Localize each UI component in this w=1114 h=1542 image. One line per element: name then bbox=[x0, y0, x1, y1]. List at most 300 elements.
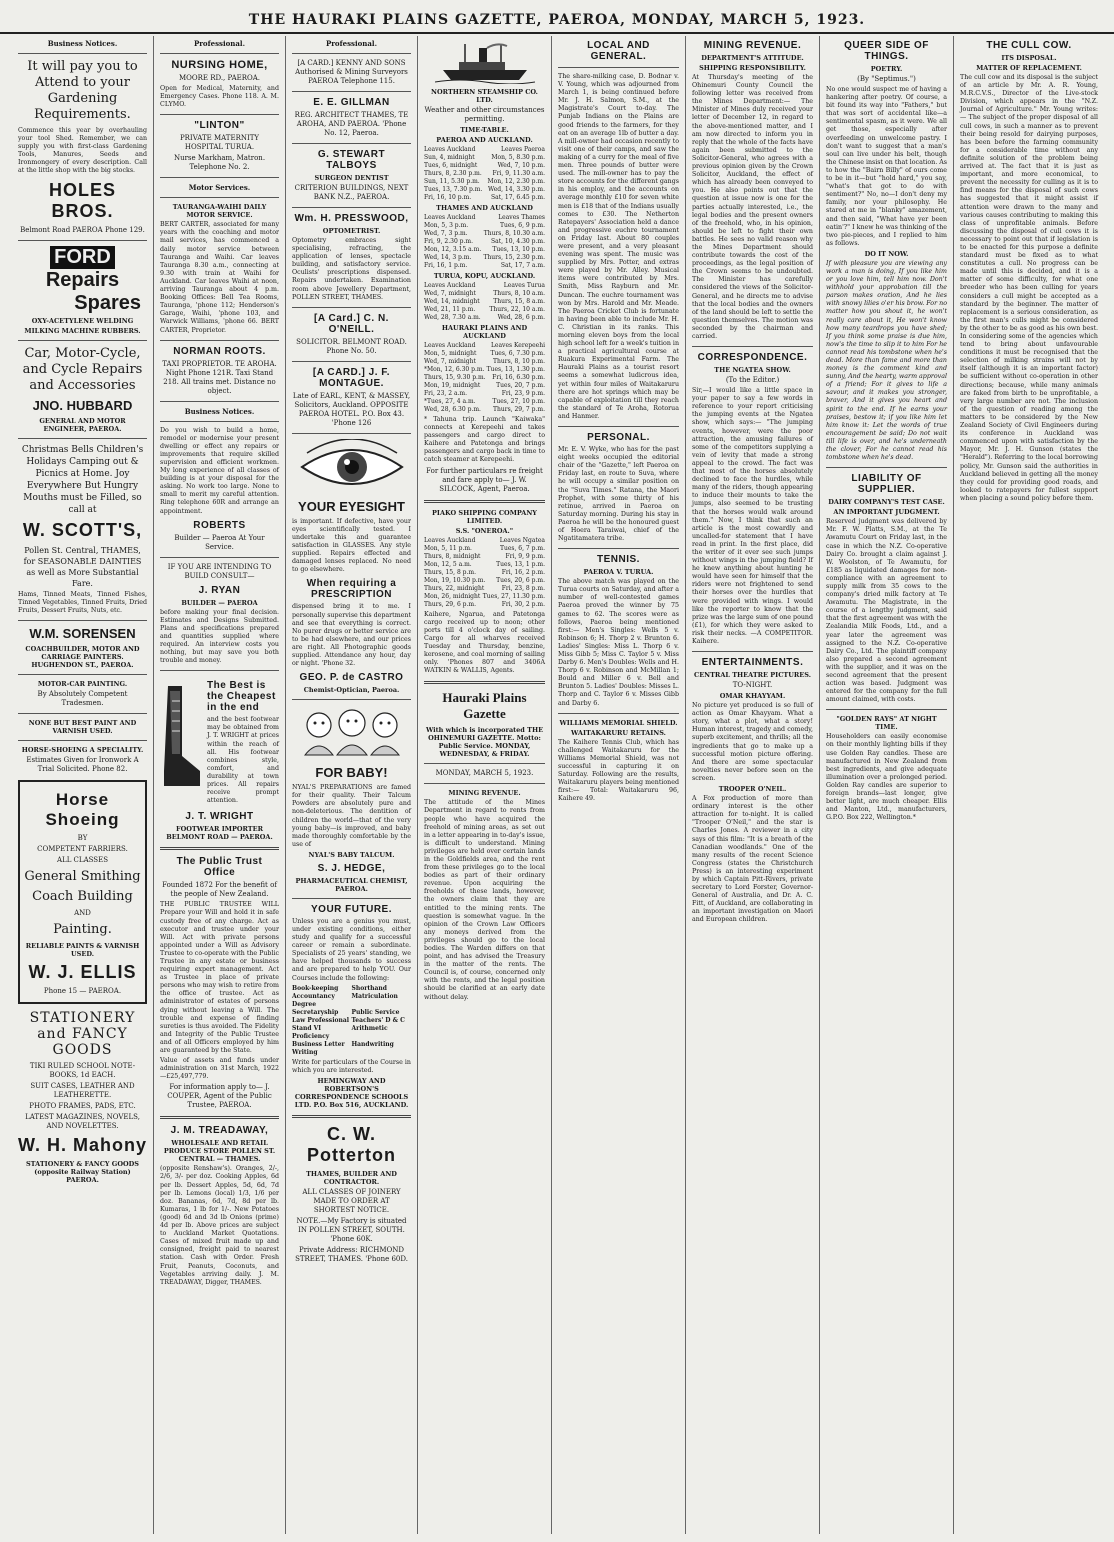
ford-repairs: Repairs bbox=[45, 268, 120, 291]
timetable-cell: Fri, 16, 6.30 p.m. bbox=[492, 374, 545, 381]
timetable-cell: Mon, 19, 10.30 p.m. bbox=[424, 576, 486, 584]
timetable-cell: Sat, 17, 6.45 p.m. bbox=[491, 194, 545, 201]
poem-text: If with pleasure you are viewing any work a man is doing, If you like him or you love him, tell him now. Don't withhold your approbation till the parson makes oration, And he lies with snowy lilies o'er his brow. For no matter how you shout it, he won't really care about it, He won't know how many teardrops you have shed; If you think some praise is due him, now's the time to slip it to him For he cannot read his tombstone when he's dead. More than fame and more than money is the comment kind and sunny, And the hearty, warm approval of a friend; For it gives to life a savour, and it makes you stronger, braver, And it gives you heart and spirit to the end. If he earns your praises, bestow it; if you like him let him know it: Let the words of true encouragement be said; Do not wait till life is over, and he's underneath the clover, For he cannot read his tombstone when he's dead. bbox=[826, 259, 947, 462]
potterton-name: C. W. Potterton bbox=[307, 1123, 396, 1165]
important-judgment: AN IMPORTANT JUDGMENT. bbox=[833, 508, 940, 517]
ngatea-text: Sir,—I would like a little space in your paper to say a few words in reference to your report criticising the jumping events at the Ngatea show, which says:— "The jumping events, however, were the poor attraction, the amusing failures of some of the competitors supplying a vein of levity that made a strong appeal to the crowd. The fact was that most of the horses absolutely declined to face the hurdles, while many of the riders, though appearing to induce their mounts to take the jumps, also seemed to be trusting that the horses would walk around them." Now, I think that such an article is the most cowardly and uncalled-for statement that I have read in print. In the first place, did the writer of it ever see such jumps without wings in the jumping field? If he knew anything about hunting he would have seen for himself that the riders were not frightened to send their horses over the hurdles that were provided with wings. I would like the reporter to know that the prize was the large sum of one pound (£1), for which they were asked to risk their necks. —A COMPETITOR. Kaihere. bbox=[692, 387, 813, 645]
hedge-sub: PHARMACEUTICAL CHEMIST, PAEROA. bbox=[295, 876, 408, 893]
timetable-cell: Tues, 27, 10 p.m. bbox=[492, 398, 545, 405]
nyal-talcum: NYAL'S BABY TALCUM. bbox=[308, 850, 395, 859]
public-trust-title: The Public Trust Office bbox=[176, 856, 263, 879]
dairy-test-case: DAIRY COMPANY'S TEST CASE. bbox=[828, 498, 945, 507]
treadaway-text: (opposite Renshaw's). Oranges, 2/-, 2/6, 3/- per doz. Cooking Apples, 6d per lb. Dessert Apples, 5d, 6d, 7d per lb. Lemons (local) 1/3, 1/6 per doz. Bananas, 6d, 7d, 8d per lb. Kumaras, 1 lb for 1/-. New Potatoes (good) 6d and 3d lb Onions (prime) 4d per lb. Above prices are subject to Auckland Market Quotations. Cases of mixed fruit made up and consigned, freight paid to nearest station. Cash with Order. Fresh Fruit, Peanuts, Coconuts, and Vegetables arriving daily. J. M. TREADAWAY, Digger, THAMES. bbox=[160, 1165, 279, 1286]
wright-text: and the best footwear may be obtained from J. T. WRIGHT at prices within the reach of all. His footwear combines style, comfort, and durability at town prices. All repairs receive prompt attention. bbox=[207, 716, 279, 805]
nursing-home-sub: MOORE RD., PAEROA. bbox=[178, 74, 261, 82]
timetable-cell: Thurs, 29, 6 p.m. bbox=[424, 600, 477, 608]
timetable-cell: Leaves Auckland bbox=[424, 342, 476, 349]
queer-side-text: No one would suspect me of having a hankering after poetry. Of course, a bit found its way into "Fathers," but that was sort of accidental like—a sentimental spasm, as it were. We all get those, especially after overfeeding on unwelcome pastry. I don't want to suggest that a man's soul can live under his belt, though the Chinese insist on that location. As to how the "Bairn Billy" of ours come to be in it—but "hold hard," you say, "what's that got to do with sentiment?" No, no—I don't deny my family, nor your philosophy. He stared at me in "blanky" amazement, and then said, "What have yer been eatin'?" I knew he was thinking of the two pie-pieces, and I replied to him as follows. bbox=[826, 86, 947, 247]
timetable-cell: Wed, 14, 3 p.m. bbox=[424, 254, 472, 261]
general-smithing: General Smithing bbox=[24, 868, 141, 884]
column-4 bbox=[418, 36, 552, 1534]
hauraki-plains-title: HAURAKI PLAINS AND AUCKLAND bbox=[441, 324, 528, 340]
for-baby-text: NYAL'S PREPARATIONS are famed for their quality. Their Talcum Powders are absolutely pure and non-deleterious. The dentition of children the world—that of the very young baby—is improved, and baby made thoroughly comfortable by the use of bbox=[292, 784, 411, 848]
poetry-sub: POETRY. bbox=[870, 65, 903, 73]
timetable-row bbox=[424, 390, 545, 398]
timetable-cell: Tues, 20, 6 p.m. bbox=[496, 576, 545, 584]
timetable-row bbox=[424, 314, 545, 322]
eyesight-title: YOUR EYESIGHT bbox=[298, 498, 405, 514]
your-future-write: Write for particulars of the Course in which you are interested. bbox=[292, 1058, 411, 1074]
stationery-headline: STATIONERY and FANCY GOODS bbox=[29, 1009, 136, 1058]
linton-text: Nurse Markham, Matron. Telephone No. 2. bbox=[173, 154, 266, 172]
and-text: AND bbox=[74, 908, 91, 917]
tennis-text: The above match was played on the Turua courts on Saturday, and after a number of well-contested games Paeroa proved the winner by 75 games to 62. The scores were as follows, Paeroa being mentioned first:— Men's Singles: Wells 5 v. Robinson 6; H. Thorp 2 v. Brunton 6. Ladies' Singles: Miss L. Thorp 6 v. Miss Gibb 5; Miss C. Taylor 5 v. Miss Darby 6. Men's Doubles: Wells and H. Thorp 6 v. Robinson and McMillan 1; Bould and Miller 6 v. Bell and Brunton 5. Ladies' Doubles: Misses L. Thorp and C. Taylor 6 v. Misses Gibb and Darby 6. bbox=[558, 578, 679, 707]
timetable-cell: Leaves Ngatea bbox=[499, 536, 545, 544]
prescription-text: dispensed bring it to me. I personally supervise this department and see that everything is correct. No purer drugs or better service are to be had elsewhere, and our prices are right. All Photographic goods supplied. Attendance any hour, day or night. 'Phone 32. bbox=[292, 603, 411, 668]
timetable-cell: Thurs, 15, 9.30 p.m. bbox=[424, 374, 486, 381]
norman-roots-text: TAXI PROPRIETOR. TE AROHA. Night Phone 121R. Taxi Stand 218. All trains met. Distance no object. bbox=[162, 359, 277, 395]
mining-revenue-title: MINING REVENUE. bbox=[703, 40, 802, 51]
nursing-home-text: Open for Medical, Maternity, and Emergency Cases. Phone 118. A. M. CLYMO. bbox=[160, 85, 279, 109]
timetable-cell: Fri, 9, 9 p.m. bbox=[505, 552, 545, 560]
timetable-cell: Thurs, 22, midnight bbox=[424, 584, 485, 592]
timetable-cell: Thurs, 29, 7 p.m. bbox=[492, 406, 545, 413]
column-5 bbox=[552, 36, 686, 1534]
timetable-row bbox=[424, 537, 545, 545]
timetable-cell: Thurs, 22, 10 a.m. bbox=[489, 306, 545, 313]
turua-kopu-title: TURUA, KOPU, AUCKLAND. bbox=[433, 272, 536, 280]
local-general-title: LOCAL AND GENERAL. bbox=[587, 40, 650, 62]
personal-text: Mr. E. V. Wyke, who has for the past eight weeks occupied the editorial chair of the "Gazette," left Paeroa on Friday last, en route to Suva, where he will occupy a similar position on the "Suva Times." Ratana, the Maori Prophet, with some thirty of his retinue, arrived in Paeroa on Saturday morning. During his stay in Paeroa he will be the honoured guest of Hoera Taraiwai, chief of the Ngatitamatera tribe. bbox=[558, 446, 679, 543]
timetable-cell: Wed, 21, 11 p.m. bbox=[424, 306, 476, 313]
reliable-paints: RELIABLE PAINTS & VARNISH USED. bbox=[25, 941, 140, 958]
tauranga-waihi-title: TAURANGA-WAIHI DAILY MOTOR SERVICE. bbox=[172, 203, 267, 220]
timetable-cell: Sat, 17, 7 a.m. bbox=[500, 262, 545, 269]
queer-side-title: QUEER SIDE OF THINGS. bbox=[844, 40, 929, 62]
castro-name: GEO. P. de CASTRO bbox=[299, 672, 404, 684]
best-cheapest: The Best is the Cheapest in the end bbox=[207, 680, 276, 714]
ford-ad bbox=[18, 246, 147, 315]
timetable-cell: Leaves Thames bbox=[498, 214, 545, 221]
tennis-sub: PAEROA V. TURUA. bbox=[583, 568, 654, 577]
linton-sub: PRIVATE MATERNITY HOSPITAL TURUA. bbox=[179, 134, 260, 152]
hauraki-plains-note: * Tahuna trip. Launch "Kaiwaka" connects at Kerepeehi and takes passengers and cargo direct to Kaihere and Patetonga and brings passengers and cargo back in time to catch steamer at Kerepeehi. bbox=[424, 416, 545, 464]
potterton-note: NOTE.—My Factory is situated IN POLLEN STREET, SOUTH. 'Phone 60K. bbox=[296, 1216, 407, 1243]
turua-kopu-table bbox=[424, 282, 545, 322]
tiki-books: TIKI RULED SCHOOL NOTE-BOOKS, 1d EACH. bbox=[29, 1061, 136, 1079]
timetable-cell: Thurs, 8, 10 p.m. bbox=[492, 358, 545, 365]
ellis-phone: Phone 15 — PAEROA. bbox=[43, 986, 122, 995]
timetable-row bbox=[424, 398, 545, 406]
timetable-cell: Fri, 16, 1 p.m. bbox=[424, 262, 468, 269]
course-item: Business Letter Writing bbox=[292, 1040, 345, 1056]
course-item: Secretaryship bbox=[292, 1008, 339, 1016]
omar-title: OMAR KHAYYAM. bbox=[719, 692, 786, 701]
timetable-cell: Wed, 7, 10 p.m. bbox=[497, 162, 545, 169]
timetable-cell: Wed, 28, 6 p.m. bbox=[497, 314, 545, 321]
prescription-title: When requiring a PRESCRIPTION bbox=[306, 578, 397, 601]
timetable-row bbox=[424, 561, 545, 569]
timetable-row bbox=[424, 553, 545, 561]
timetable-row bbox=[424, 162, 545, 170]
welding-text: OXY-ACETYLENE WELDING bbox=[31, 316, 134, 325]
timetable-cell: Tues, 6, 7 p.m. bbox=[499, 544, 545, 552]
ford-logo: FORD bbox=[50, 246, 115, 269]
timetable-cell: Thurs, 15, 2.30 p.m. bbox=[483, 254, 545, 261]
entertainments-title: ENTERTAINMENTS. bbox=[701, 657, 804, 669]
section-label: Business Notices. bbox=[47, 39, 118, 48]
timetable-row bbox=[424, 358, 545, 366]
timetable-row bbox=[424, 382, 545, 390]
painting: Painting. bbox=[53, 921, 112, 937]
course-item: Teachers' D & C bbox=[351, 1016, 405, 1024]
hedge-name: S. J. HEDGE, bbox=[317, 862, 386, 874]
golden-rays-text: Householders can easily economise on their monthly lighting bills if they use Golden Ray candles. These are manufactured in New Zealand from best ingredients, and give adequate illumination over a prolonged period. Golden Ray candles are superior to foreign brands—last longer, give better light, are much cheaper. Ellis and Manton, Ltd., manufacturers, G.P.O. Box 222, Wellington.* bbox=[826, 733, 947, 822]
timetable-cell: Tues, 27, 11.30 p.m. bbox=[482, 592, 545, 600]
garden-ad-text: Commence this year by overhauling your tool Shed. Remember, we can supply you with first-class Gardening Tools, Manures, Seeds and Ironmongery of every description. Call at the little shop with the big stocks. bbox=[18, 127, 147, 175]
timetable-cell: Thurs, 8, 2.30 p.m. bbox=[424, 170, 482, 177]
williams-shield-sub: WAITAKARURU RETAINS. bbox=[571, 728, 666, 737]
sorensen-sub: COACHBUILDER, MOTOR AND CARRIAGE PAINTERS. HUGHENDON ST., PAEROA. bbox=[25, 644, 140, 669]
column-8 bbox=[954, 36, 1104, 1534]
timetable-cell: Fri, 16, 10 p.m. bbox=[424, 194, 472, 201]
mining-revenue-text: At Thursday's meeting of the Ohinemuri County Council the following letter was received from the Mines Department:— The Minister of Mines duly received your letter of December 12, in regard to the above-mentioned matter, and I am now directed to inform you in reply that the whole of the facts have again been submitted to the Solicitor-General, who agrees with a previous opinion given by the Crown Solicitor, Auckland, the effect of which has already been conveyed to you. He also points out that the question at issue now is one for the parties actually interested, i.e., the legal bodies and the present owners of the freehold, who, in his opinion, should be left to fight their own battles. He sees no valid reason why the Mines Department should contribute towards the cost of the proceedings, as the legal position of the Crown seems to be undoubted. The Minister has carefully considered the views of the Solicitor-General, and he directs me to advise that the local bodies and the owners of the land should be left to settle the question themselves. The motion was seconded by the chairman and carried. bbox=[692, 74, 813, 340]
timetable-row bbox=[424, 601, 545, 609]
timetable-row bbox=[424, 306, 545, 314]
timetable-row bbox=[424, 146, 545, 154]
timetable-cell: Mon, 12, 2.30 p.m. bbox=[487, 178, 545, 185]
your-future-title: YOUR FUTURE. bbox=[311, 903, 392, 915]
timetable-cell: Fri, 9, 11.30 a.m. bbox=[492, 170, 545, 177]
nursing-home-title: NURSING HOME, bbox=[171, 59, 268, 71]
timetable-cell: Wed, 14, 3.30 p.m. bbox=[488, 186, 545, 193]
public-trust-apply: For information apply to— J. COUPER, Agent of the Public Trustee, PAEROA. bbox=[167, 1083, 272, 1110]
thames-auckland-table bbox=[424, 214, 545, 270]
timetable-row bbox=[424, 194, 545, 202]
horse-shoeing-sub: Estimates Given for Ironwork A Trial Solicited. Phone 82. bbox=[26, 755, 139, 773]
timetable-row bbox=[424, 178, 545, 186]
timetable-row bbox=[424, 262, 545, 270]
steamship-illustration bbox=[435, 40, 535, 84]
business-notices-label: Business Notices. bbox=[184, 406, 255, 416]
talboys-name: G. STEWART TALBOYS bbox=[317, 149, 386, 171]
timetable-row bbox=[424, 577, 545, 585]
gillman-name: E. E. GILLMAN bbox=[313, 97, 390, 108]
mining-revenue-editorial-text: The attitude of the Mines Department in regard to rents from people who have acquired the freehold of mining areas, as set out in a letter appearing in to-day's issue, is difficult to understand. Mining privileges are held over certain lands in the Goldfields area, and the rent from these privileges go to the local bodies as part of their ordinary revenue. Upon acquiring the freeholds of these lands, however, the owners claim that they are entitled to the mining rents. The question is somewhat vague. In the opinion of the Crown Law Officers any moneys derived from the privileges should go to the local bodies. The Warden differs on that point, and has advised the Treasury in the matter of the rents. The Council is, of course, concerned only with the rents, and the legal position should be clarified at an early date without delay. bbox=[424, 799, 545, 1001]
timetable-cell: *Tues, 27, 4 a.m. bbox=[424, 398, 476, 405]
course-item: Law Professional bbox=[292, 1016, 349, 1024]
timetable-row bbox=[424, 585, 545, 593]
timetable-cell: Leaves Paeroa bbox=[501, 146, 545, 153]
column-2 bbox=[154, 36, 286, 1534]
cull-cow-text: The cull cow and its disposal is the subject of an article by Mr. A. R. Young, M.R.C.V.S., Director of the Live-stock Division, which appears in the "N.Z. Journal of Agriculture." Mr. Young writes:— The subject of the proper disposal of all cull cows, in such a manner as to prevent their being resold for dairying purposes, has been before the farming community for a considerable time without any definite solution of the problem being arrived at. The fact that it is just as important, and more economical, to prevent the necessity for culling as it is to find means for the disposal of such cows has suggested that it might assist if attention were drawn to the many and various causes contributing to making this class of unprofitable animals. Before discussing the disposal of cull cows it is necessary to point out that if legislation is to be enacted for this purpose a definite standard must be fixed as to what constitutes a cull. No progress can be made until this is decided, and it is a matter of some difficulty, for what one breeder who has been culling for years considers a cull might be accepted as a standard by the beginner. The matter of replacement is a serious consideration, as the first man's culls might be considered by the other to be as good as his own best. In considering some of the agencies which tend to bring about unfavourable conditions it must be recognised that the selection of milking strains will not by itself (although it is an important factor) be sufficient without co-operation in other directions; because, while many animals are faked from birth to be unprofitable, a very large number are not. The inclusion of the question of reading among the matters to be considered by the New Zealand Society of Civil Engineers during its conference in Auckland was commenced upon with satisfaction by the Mayor, Mr. J. H. Gunson (states the "Herald"). Referring to the local borrowing policy, Mr. Gunson said the authorities in Auckland believed in getting all the money they could for providing good roads, and looked to ratepayers for fullest support when placing a sound policy before them. bbox=[960, 74, 1098, 502]
gazette-sub: With which is incorporated THE OHINEMURI GAZETTE. Motto: Public Service. MONDAY, WEDNESDAY, & FRIDAY. bbox=[425, 726, 544, 759]
timetable-cell: Wed, 7, midnight bbox=[424, 358, 476, 365]
timetable-cell: Fri, 30, 2 p.m. bbox=[501, 600, 545, 608]
tauranga-waihi-text: BERT CARTER, associated for many years with the coaching and motor mail services, has commenced a daily motor service between Tauranga and Waihi. Car leaves Tauranga 8.30 a.m., connecting at 9.30 with train at Waihi for Auckland. Car leaves Waihi at noon, arriving Tauranga about 4 p.m. Booking Offices: Bell Tea Rooms, Tauranga, 'phone 112; Henderson's Garage, Waihi, 'phone 103, and Warwick Williams, 'phone 66. BERT CARTER, Proprietor. bbox=[160, 221, 279, 334]
timetable-cell: Tues, 13, 1 p.m. bbox=[496, 560, 545, 568]
coach-building: Coach Building bbox=[32, 888, 133, 904]
oneill-sub: SOLICITOR. BELMONT ROAD. Phone No. 50. bbox=[296, 337, 407, 355]
trooper-text: A Fox production of more than ordinary interest is the other attraction for to-night. It is called "Trooper O'Neil," and the star is Charles Jones. A reviewer in a city says of this film: "It is a breath of the Canadian woodlands." One of the many results of the recent Science Congress (states the Christchurch Press) is an interesting experiment by which Captain Pitt-Rivers, private secretary to Lord Forster, Governor-General of Australia, and Dr. A. C. Fitt, of Auckland, are collaborating in an important investigation on Maori and European children. bbox=[692, 795, 813, 924]
hauraki-plains-table bbox=[424, 342, 545, 414]
presswood-text: Optometry embraces sight specialising, refracting, the application of lenses, spectacle building, and satisfactory service. Oculists' prescriptions dispensed. Repairs undertaken. Examination room above Jewellery Department, POLLEN STREET, THAMES. bbox=[292, 237, 411, 301]
timetable-title: TIME-TABLE. bbox=[460, 126, 509, 134]
montague-sub: Late of EARL, KENT, & MASSEY, Solicitors, Auckland. OPPOSITE PAEROA HOTEL. P.O. Box 43. 'Phone 126 bbox=[292, 391, 411, 427]
timetable-cell: Leaves Auckland bbox=[424, 536, 476, 544]
talboys-sub: SURGEON DENTIST bbox=[314, 174, 389, 182]
horse-shoeing-speciality: HORSE-SHOEING A SPECIALITY. bbox=[21, 745, 144, 754]
course-item: Book-keeping bbox=[292, 984, 339, 992]
garden-ad-headline: It will pay you to Attend to your Gardening Requirements. bbox=[27, 59, 138, 122]
timetable-row bbox=[424, 406, 545, 414]
personal-title: PERSONAL. bbox=[587, 432, 650, 444]
ngatea-show-title: THE NGATEA SHOW. bbox=[714, 366, 791, 375]
timetable-cell: Fri, 23, 2 a.m. bbox=[424, 390, 468, 397]
for-baby-title: FOR BABY! bbox=[315, 765, 388, 781]
wright-ad bbox=[160, 676, 279, 807]
williams-shield-title: WILLIAMS MEMORIAL SHIELD. bbox=[559, 718, 678, 727]
ryan-name: J. RYAN bbox=[198, 584, 241, 596]
car-repairs-headline: Car, Motor-Cycle, and Cycle Repairs and Accessories bbox=[22, 345, 143, 393]
castro-sub: Chemist-Optician, Paeroa. bbox=[303, 686, 400, 695]
masthead bbox=[0, 0, 1114, 34]
timetable-row bbox=[424, 222, 545, 230]
timetable-cell: Fri, 16, 2 p.m. bbox=[501, 568, 545, 576]
timetable-cell: Tues, 20, 7 p.m. bbox=[496, 382, 545, 389]
kenny-card: [A CARD.] KENNY AND SONS Authorised & Mining Surveyors PAEROA Telephone 115. bbox=[295, 59, 408, 85]
timetable-cell: Leaves Auckland bbox=[424, 214, 476, 221]
timetable-cell: Thurs, 15, 8 p.m. bbox=[424, 568, 477, 576]
magazines: LATEST MAGAZINES, NOVELS, AND NOVELETTES. bbox=[25, 1112, 140, 1130]
ryan-intro: IF YOU ARE INTENDING TO BUILD CONSULT— bbox=[167, 562, 272, 580]
liability-text: Reserved judgment was delivered by Mr. F. W. Platts, S.M., at the Te Awamutu Court on Friday last, in the case in which the N.Z. Co-operative Dairy Co. brought a claim against J. W. Woolston, of Te Awamutu, for £185 as liquidated damages for non-compliance with an agreement to supply milk from 35 cows to the company's dried milk factory at Te Awamutu. The Magistrate, in the course of a lengthy judgment, said that the first agreement was with the Zealandia Milk Foods, Ltd., and a year later the agreement was assigned to the N.Z. Co-operative Dairy Co., Ltd. The plaintiff company also prepared a second agreement with the supplier, and it was on the second agreement that the present action was based. Judgment was entered for the company for the full amount claimed, with costs. bbox=[826, 518, 947, 704]
timetable-cell: Thurs, 8, 10 a.m. bbox=[493, 290, 545, 297]
timetable-cell: Mon, 5, 11 p.m. bbox=[424, 544, 472, 552]
timetable-cell: Thurs, 15, 8 a.m. bbox=[493, 298, 545, 305]
competent-farriers: COMPETENT FARRIERS. bbox=[37, 844, 128, 853]
timetable-row bbox=[424, 342, 545, 350]
courses-list bbox=[292, 985, 411, 1057]
timetable-cell: Tues, 13, 7.30 p.m. bbox=[424, 186, 483, 193]
mining-revenue-editorial-title: MINING REVENUE. bbox=[448, 789, 521, 798]
presswood-sub: OPTOMETRIST. bbox=[322, 227, 381, 235]
course-item: Stand VI Proficiency bbox=[292, 1024, 330, 1040]
masthead-title: THE HAURAKI PLAINS GAZETTE, PAEROA, MONDAY, MARCH 5, 1923. bbox=[248, 12, 866, 28]
timetable-cell: Fri, 23, 8 p.m. bbox=[501, 584, 545, 592]
liability-title: LIABILITY OF SUPPLIER. bbox=[851, 473, 922, 496]
wright-name: J. T. WRIGHT bbox=[185, 811, 254, 823]
eyesight-text: is important. If defective, have your eyes scientifically tested. I undertake this and guarantee satisfaction in GLASSES. Any style supplied. Repairs effected and damaged lenses replaced. No need to go elsewhere. bbox=[292, 517, 411, 574]
timetable-row bbox=[424, 366, 545, 374]
montague-name: [A CARD.] J. F. MONTAGUE. bbox=[312, 366, 391, 389]
williams-shield-text: The Kaihere Tennis Club, which has challenged Waitakaruru for the Williams Memorial Shield, was not successful in capturing it on Saturday. Following are the results, Waitakaruru players being mentioned first:— Total: Waitakaruru 96, Kaihere 49. bbox=[558, 738, 679, 803]
shipping-responsibility: SHIPPING RESPONSIBILITY. bbox=[699, 64, 806, 72]
timetable-row bbox=[424, 298, 545, 306]
timetable-cell: Mon, 5, 3 p.m. bbox=[424, 222, 469, 229]
piako-table bbox=[424, 537, 545, 609]
timetable-cell: Wed, 28, 6.30 p.m. bbox=[424, 406, 481, 413]
timetable-cell: Mon, 26, midnight bbox=[424, 592, 481, 600]
timetable-cell: Leaves Auckland bbox=[424, 146, 476, 153]
babies-illustration bbox=[297, 705, 407, 761]
trooper-title: TROOPER O'NEIL. bbox=[718, 785, 787, 794]
column-1 bbox=[12, 36, 154, 1534]
cull-cow-sub: ITS DISPOSAL. bbox=[1001, 54, 1057, 62]
section-label: Professional. bbox=[325, 39, 378, 48]
gillman-sub: REG. ARCHITECT THAMES, TE AROHA, AND PAEROA. 'Phone No. 12, Paeroa. bbox=[294, 111, 409, 137]
timetable-row bbox=[424, 374, 545, 382]
ryan-sub: BUILDER — PAEROA bbox=[181, 598, 258, 607]
motorcar-painting: MOTOR-CAR PAINTING. bbox=[37, 679, 128, 688]
mahony-sub: STATIONERY & FANCY GOODS (opposite Railway Station) PAEROA. bbox=[25, 1159, 140, 1184]
your-future-text: Unless you are a genius you must, under existing conditions, either study and qualify for a successful career or remain a subordinate. Specialists of 25 years' standing, we have helped thousands to success and are prepared to help YOU. Our Courses include the following: bbox=[292, 917, 411, 982]
oneroa-title: S.S. "ONEROA." bbox=[455, 526, 514, 535]
timetable-cell: Mon, 12, 3.15 a.m. bbox=[424, 246, 482, 253]
replacement-sub: MATTER OF REPLACEMENT. bbox=[976, 64, 1082, 72]
piako-text: Kaihere, Ngarua, and Patetonga cargo received up to noon; other ports till 4 o'clock day of sailing. Cargo for all wharves received Tuesday and Thursday, benzine, kerosene, and coal morning of sailing only. 'Phones 807 and 3406A WATKIN & WALLIS, Agents. bbox=[424, 610, 545, 675]
column-7 bbox=[820, 36, 954, 1534]
timetable-row bbox=[424, 545, 545, 553]
column-6 bbox=[686, 36, 820, 1534]
course-item: Arithmetic bbox=[351, 1024, 388, 1032]
ellis-name: W. J. ELLIS bbox=[28, 961, 137, 982]
linton-title: "LINTON" bbox=[194, 120, 245, 132]
timetable-cell: Wed, 7, midnight bbox=[424, 290, 476, 297]
tennis-title: TENNIS. bbox=[597, 554, 640, 566]
sorensen-name: W.M. SORENSEN bbox=[29, 625, 136, 641]
timetable-row bbox=[424, 214, 545, 222]
course-item: Shorthand bbox=[351, 984, 387, 992]
cull-cow-title: THE CULL COW. bbox=[986, 40, 1072, 51]
holes-bros-address: Belmont Road PAEROA Phone 129. bbox=[20, 225, 145, 234]
horse-shoeing-title: Horse Shoeing bbox=[45, 789, 120, 829]
norman-roots: NORMAN ROOTS. bbox=[173, 345, 266, 357]
timetable-row bbox=[424, 238, 545, 246]
holes-bros-name: HOLES BROS. bbox=[48, 179, 116, 221]
potterton-text: ALL CLASSES OF JOINERY MADE TO ORDER AT SHORTEST NOTICE. bbox=[302, 1187, 401, 1214]
talboys-text: CRITERION BUILDINGS, NEXT BANK N.Z., PAEROA. bbox=[294, 184, 409, 201]
course-item: Accountancy Degree bbox=[292, 992, 335, 1008]
photo-frames: PHOTO FRAMES, PADS, ETC. bbox=[29, 1101, 136, 1110]
column-3 bbox=[286, 36, 418, 1534]
presswood-name: Wm. H. PRESSWOOD, bbox=[294, 213, 409, 224]
timetable-cell: Tues, 6, midnight bbox=[424, 162, 478, 169]
potterton-address: Private Address: RICHMOND STREET, THAMES. 'Phone 60D. bbox=[295, 1245, 408, 1263]
nsc-sub: Weather and other circumstances permitting. bbox=[424, 106, 545, 123]
xmas-text: Christmas Bells Children's Holidays Camping out & Picnics at Home. Joy Everywhere But Hungry Mouths must be Filled, so call at bbox=[21, 444, 144, 515]
oneill-name: [A Card.] C. N. O'NEILL. bbox=[314, 312, 389, 335]
timetable-cell: *Mon, 12, 6.30 p.m. bbox=[424, 366, 485, 373]
timetable-cell: Wed, 14, midnight bbox=[424, 298, 480, 305]
timetable-cell: Sun, 4, midnight bbox=[424, 154, 475, 161]
timetable-cell: Thurs, 8, midnight bbox=[424, 552, 481, 560]
roberts-sub: Builder — Paeroa At Your Service. bbox=[174, 533, 265, 551]
hemingway-name: HEMINGWAY AND ROBERTSON'S CORRESPONDENCE SCHOOLS LTD. P.O. Box 516, AUCKLAND. bbox=[294, 1076, 409, 1109]
timetable-row bbox=[424, 254, 545, 262]
timetable-cell: Leaves Auckland bbox=[424, 282, 476, 289]
golden-rays-title: "GOLDEN RAYS" AT NIGHT TIME. bbox=[836, 715, 937, 732]
timetable-cell: Tues, 6, 7.30 p.m. bbox=[490, 350, 545, 357]
byline: (By "Septimus.") bbox=[857, 75, 916, 83]
timetable-cell: Mon, 5, midnight bbox=[424, 350, 477, 357]
timetable-cell: Sun, 11, 5.30 p.m. bbox=[424, 178, 480, 185]
timetable-row bbox=[424, 569, 545, 577]
timetable-cell: Tues, 6, 9 p.m. bbox=[499, 222, 545, 229]
timetable-row bbox=[424, 350, 545, 358]
section-label: Professional. bbox=[193, 39, 246, 48]
tonight: TO-NIGHT. bbox=[732, 681, 773, 690]
timetable-cell: Mon, 5, 8.30 p.m. bbox=[491, 154, 545, 161]
paeroa-auckland-table bbox=[424, 146, 545, 202]
scott-name: W. SCOTT'S, bbox=[22, 519, 143, 540]
gazette-title: Hauraki Plains Gazette bbox=[442, 690, 527, 722]
ford-spares: Spares bbox=[74, 291, 141, 314]
timetable-row bbox=[424, 593, 545, 601]
timetable-cell: Tues, 13, 1.30 p.m. bbox=[486, 366, 545, 373]
timetable-row bbox=[424, 230, 545, 238]
timetable-row bbox=[424, 282, 545, 290]
all-classes: ALL CLASSES bbox=[56, 855, 108, 864]
timetable-cell: Wed, 28, 7.30 a.m. bbox=[424, 314, 481, 321]
hubbard-sub: GENERAL AND MOTOR ENGINEER, PAEROA. bbox=[39, 416, 126, 433]
scott-sub: Pollen St. Central, THAMES, for SEASONABLE DAINTIES as well as More Substantial Fare. bbox=[23, 545, 142, 588]
timetable-cell: Sat, 10, 4.30 p.m. bbox=[491, 238, 545, 245]
motorcar-painting-sub: By Absolutely Competent Tradesmen. bbox=[37, 689, 128, 707]
central-theatre: CENTRAL THEATRE PICTURES. bbox=[694, 671, 811, 680]
nsc-agent: For further particulars re freight and fare apply to— J. W. SILCOCK, Agent, Paeroa. bbox=[426, 466, 543, 493]
public-trust-text: THE PUBLIC TRUSTEE WILL Prepare your Will and hold it in safe custody free of any charge. Act as executor and trustee under your Will. Act with private persons appointed under a Will as Advisory Trustee to co-operate with the Public Trustee in any estate or business requiring expert management. Act as Trustee in place of private persons who may wish to retire from the office of trustee. Act as administrator of estates of persons dying without leaving a Will. The trouble and expense of finding sureties is thus avoided. The Fidelity and Integrity of the Public Trustee and of all Officers employed by him are guaranteed by the State. bbox=[160, 901, 280, 1054]
boot-icon bbox=[160, 676, 204, 796]
thames-auckland-title: THAMES AND AUCKLAND bbox=[436, 204, 533, 212]
public-trust-value: Value of assets and funds under administration on 31st March, 1922—£25,497,779. bbox=[160, 1057, 279, 1081]
ellis-ad bbox=[18, 780, 147, 1004]
ryan-text: before making your final decision. Estimates and Designs Submitted. Plans and specifications prepared and quantities supplied where required. An interview costs you nothing, but may save you both trouble and money. bbox=[160, 608, 279, 665]
course-item: Public Service bbox=[351, 1008, 400, 1016]
timetable-cell: Tues, 13, 10 p.m. bbox=[492, 246, 545, 253]
milking-text: MILKING MACHINE RUBBERS. bbox=[24, 326, 141, 335]
omar-text: No picture yet produced is so full of action as Omar Khayyam. What a story, what a plot, what a story! Human interest, tragedy and comedy, superb excitement, and thrills; all the ingredients that go to make up a successful motion picture offering. And there are some spectacular novelties never before seen on the screen. bbox=[692, 702, 813, 782]
do-it-now-title: DO IT NOW. bbox=[864, 249, 909, 258]
ngatea-to-editor: (To the Editor.) bbox=[725, 376, 780, 385]
mahony-name: W. H. Mahony bbox=[18, 1134, 147, 1155]
local-general-text: The share-milking case, D. Bodnar v. V. Young, which was adjourned from March 1, is being continued before Mr. J. H. Salmon, S.M., at the Magistrate's Court to-day. The Punjab Indians on the Plains are good friends to the farmers, for they eat on an average 1lb of butter a day. A mill-owner had occasion recently to visit one of their camps, and saw the making of a curry for the meal of five men. Three pounds of butter were used. The mill-owner has to pay the store accounts for the different gangs in his employ, and the accounts on average monthly £10 for seven white men is £18 that of the Indians usually comes to £30. The Netherton Ratepayers' Association held a dance and progressive euchre tournament on Friday last. About 80 couples were present, and a very pleasant evening was spent. The music was supplied by Mrs. Potter, and extras were played by Mr. Alley. Musical items were contributed by Mrs. Smith, Miss Rayburn and Mr. Duncan. The euchre tournament was won by Mrs. Harold and Mr. Meade. The Paeroa Cricket Club is fortunate in having been able to include Mr. H. C. Christian in its ranks. This morning eleven boys from the local high school left for a week's tuition in a practical agricultural course at Ruakura Experimental Farm. The Hauraki Plains as a tourist resort seems a somewhat ludicrous idea, yet within four miles of Waitakaruru there are hot springs which may be capable of exploitation till they reach the standard of Te Aroha, Rotorua and Hanmer. bbox=[558, 73, 679, 420]
timetable-row bbox=[424, 186, 545, 194]
timetable-cell: Leaves Turua bbox=[503, 282, 545, 289]
nsc-title: NORTHERN STEAMSHIP CO. LTD. bbox=[431, 88, 538, 104]
issue-date: MONDAY, MARCH 5, 1923. bbox=[435, 769, 534, 778]
suit-cases: SUIT CASES, LEATHER AND LEATHERETTE. bbox=[30, 1081, 135, 1099]
course-item: Matriculation bbox=[351, 992, 398, 1000]
timetable-cell: Fri, 23, 9 p.m. bbox=[501, 390, 545, 397]
timetable-cell: Thurs, 8, 10.30 a.m. bbox=[483, 230, 545, 237]
hubbard-name: JNO. HUBBARD bbox=[32, 397, 133, 413]
builder-text: Do you wish to build a home, remodel or modernise your present dwelling or effect any repairs or improvements that require skilled supervision and efficient workmen. My long experience of all classes of building is at your disposal for the asking. No work too large. None to small to merit my careful attention. Ring telephone 60R and arrange an appointment. bbox=[160, 426, 279, 515]
mining-revenue-sub: DEPARTMENT'S ATTITUDE. bbox=[701, 54, 804, 62]
timetable-cell: Leaves Kerepeehi bbox=[490, 342, 545, 349]
timetable-cell: Mon, 19, midnight bbox=[424, 382, 481, 389]
wright-sub: FOOTWEAR IMPORTER BELMONT ROAD — PAEROA. bbox=[166, 825, 273, 842]
timetable-row bbox=[424, 170, 545, 178]
timetable-cell: Fri, 9, 2.30 p.m. bbox=[424, 238, 474, 245]
timetable-row bbox=[424, 290, 545, 298]
roberts-name: ROBERTS bbox=[193, 519, 246, 531]
timetable-cell: Wed, 7, 3 p.m. bbox=[424, 230, 468, 237]
course-item: Handwriting bbox=[351, 1040, 394, 1048]
scott-text: Hams, Tinned Meats, Tinned Fishes, Tinned Vegetables, Tinned Fruits, Dried Fruits, Dessert Fruits, Nuts, etc. bbox=[18, 590, 147, 614]
treadaway-sub: WHOLESALE AND RETAIL PRODUCE STORE POLLEN ST. CENTRAL — THAMES. bbox=[163, 1139, 276, 1164]
paeroa-auckland-title: PAEROA AND AUCKLAND. bbox=[436, 136, 533, 144]
